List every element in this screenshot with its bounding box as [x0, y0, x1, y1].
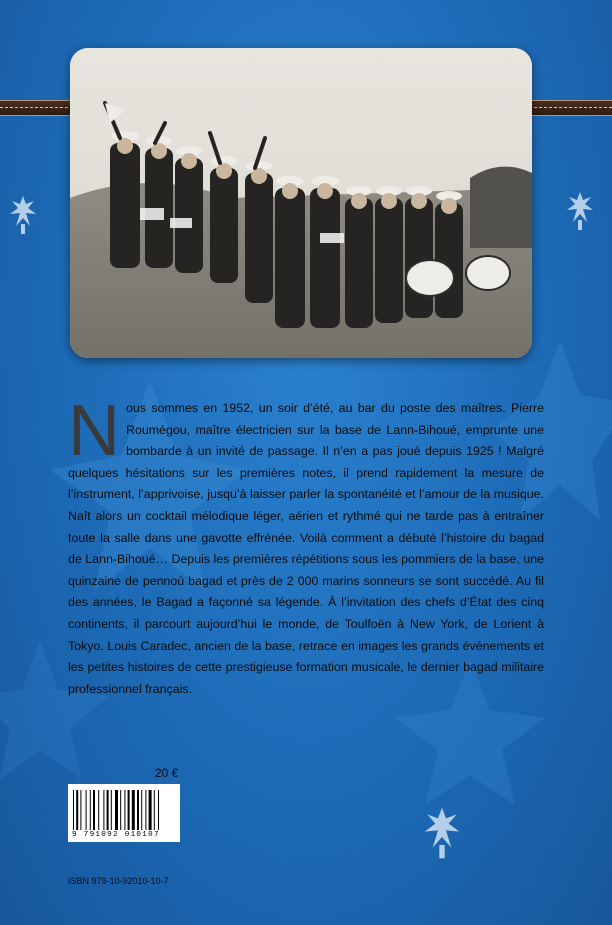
body-paragraph: ous sommes en 1952, un soir d’été, au bar du poste des maîtres. Pierre Roumégou, maître électricien sur la base de Lann-Bihoué, emprunte une bombarde à un invité de passage. Il n’en a pas joué depuis 1925 ! Malgré quelques hésitations sur les premières notes, il prend rapidement la mesure de l’instrument, l’apprivoise, jusqu’à laisser parler la spontanéité et l’amour de la musique. Naît alors un cocktail mélodique léger, aérien et rythmé qui ne tarde pas à entraîner toute la salle dans une gavotte effrénée. Voilà comment a débuté l’histoire du bagad de Lann-Bihoué… Depuis les premières répétitions sous les pommiers de la base, une quinzaine de pennoù bagad et près de 2 000 marins sonneurs se sont succédé. Au fil des années, le Bagad a façonné sa légende. À l’invitation des chefs d’État des cinq continents, il parcourt aujourd’hui le monde, de Toulfoën à New York, de Lorient à Tokyo. Louis Caradec, ancien de la base, retrace en images les grands événements et les petites histoires de cette prestigieuse formation musicale, le dernier bagad militaire professionnel français. — [68, 401, 544, 696]
dropcap-letter: N — [68, 391, 120, 471]
ermine-icon — [565, 192, 595, 230]
ermine-icon — [8, 196, 38, 234]
isbn-label: ISBN 979-10-92010-10-7 — [68, 876, 169, 886]
ermine-icon — [422, 806, 462, 860]
bagad-band-photo — [70, 48, 532, 358]
barcode-digits: 9 791092 010107 — [72, 831, 160, 839]
back-cover-text — [68, 391, 544, 700]
price-label: 20 € — [155, 766, 179, 780]
